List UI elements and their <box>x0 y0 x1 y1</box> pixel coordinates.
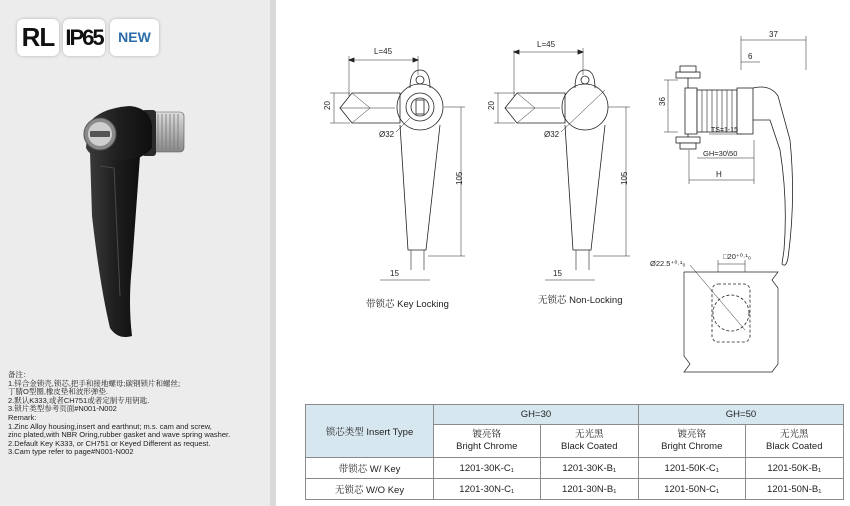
remark-line: 3.Cam type refer to page#N001-N002 <box>8 447 134 457</box>
dim-bottom: 15 <box>390 269 399 278</box>
dim-side-height: 36 <box>658 97 667 106</box>
non-locking-drawing <box>487 40 630 280</box>
remark-line: 2.Default Key K333, or CH751 or Keyed Different as request. <box>8 438 211 448</box>
panel-cutout-drawing <box>650 252 778 372</box>
remark-line: 3.锁片类型参考页面#N001-N002 <box>8 404 117 414</box>
finish-header: 无光黑 Black Coated <box>745 425 843 458</box>
technical-drawings <box>276 0 850 400</box>
dim-ts: TS=1-15 <box>711 127 739 134</box>
key-locking-caption: 带锁芯 Key Locking <box>366 299 449 310</box>
remark-line: 丁腈O型圈,橡皮垫和波形弹垫. <box>8 387 109 397</box>
non-locking-caption: 无锁芯 Non-Locking <box>538 295 623 306</box>
part-number-cell: 1201-30K-C₁ <box>434 458 541 479</box>
remark-line: 1.Zinc Alloy housing,insert and earthnut; m.s. cam and screw, <box>8 421 212 431</box>
finish-header: 镀亮铬 Bright Chrome <box>638 425 745 458</box>
dim-length: L=45 <box>537 40 556 49</box>
finish-header: 镀亮铬 Bright Chrome <box>434 425 541 458</box>
part-number-cell: 1201-30N-C₁ <box>434 479 541 500</box>
dim-h: H <box>716 170 722 179</box>
part-number-cell: 1201-50K-C₁ <box>638 458 745 479</box>
table-row <box>306 479 844 500</box>
remarks-title: 备注： <box>8 370 31 379</box>
part-number-cell: 1201-50K-B₁ <box>745 458 843 479</box>
dim-gh: GH=30\50 <box>703 149 738 158</box>
part-number-cell: 1201-30N-B₁ <box>540 479 638 500</box>
insert-type-header: 锁芯类型 Insert Type <box>306 405 434 458</box>
dim-total: 105 <box>620 171 629 185</box>
part-number-cell: 1201-30K-B₁ <box>540 458 638 479</box>
cutout-square: □20⁺⁰·¹₀ <box>723 252 751 261</box>
dim-offset: 6 <box>748 52 753 61</box>
remark-line: Remark: <box>8 412 37 422</box>
row-label: 带锁芯 W/ Key <box>306 458 434 479</box>
part-number-table <box>305 404 844 500</box>
ip65-badge: IP65 <box>63 19 105 56</box>
new-badge: NEW <box>110 19 159 56</box>
dim-height: 20 <box>323 101 332 110</box>
finish-header: 无光黑 Black Coated <box>540 425 638 458</box>
remarks-block <box>8 371 268 457</box>
part-number-cell: 1201-50N-C₁ <box>638 479 745 500</box>
rl-badge: RL <box>17 19 59 56</box>
product-image <box>70 96 200 346</box>
remark-line: 1.锌合金锁壳,锁芯,把手和接地螺母;碳钢锁片和螺丝; <box>8 378 181 388</box>
side-view-drawing <box>658 30 806 265</box>
dim-diameter: Ø32 <box>379 130 395 139</box>
remark-line: zinc plated,with NBR Oring,rubber gasket and wave spring washer. <box>8 430 231 440</box>
key-locking-drawing <box>323 47 465 280</box>
dim-width: 37 <box>769 30 778 39</box>
dim-bottom: 15 <box>553 269 562 278</box>
dim-total: 105 <box>455 171 464 185</box>
table-row <box>306 458 844 479</box>
dim-length: L=45 <box>374 47 393 56</box>
group-header: GH=30 <box>434 405 639 425</box>
remark-line: 2.默认K333,或者CH751或者定制专用钥匙. <box>8 395 150 405</box>
part-number-cell: 1201-50N-B₁ <box>745 479 843 500</box>
row-label: 无锁芯 W/O Key <box>306 479 434 500</box>
group-header: GH=50 <box>638 405 843 425</box>
dim-diameter: Ø32 <box>544 130 560 139</box>
dim-height: 20 <box>487 101 496 110</box>
cutout-diameter: Ø22.5⁺⁰·¹₀ <box>650 259 686 268</box>
